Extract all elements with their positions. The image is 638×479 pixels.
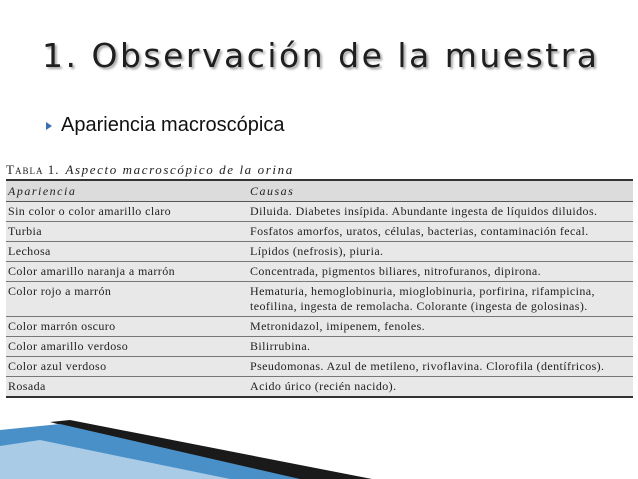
table-row [6,377,633,398]
table-row [6,357,633,377]
cell-causas: Acido úrico (recién nacido). [240,377,633,398]
cell-apariencia: Turbia [6,222,240,242]
bullet-item [46,114,284,137]
cell-apariencia: Color amarillo verdoso [6,337,240,357]
cell-causas: Bilirrubina. [240,337,633,357]
table-row [6,202,633,222]
table-figure [6,160,633,398]
swoosh-light-band [0,440,230,479]
cell-causas: Concentrada, pigmentos biliares, nitrofuranos, dipirona. [240,262,633,282]
urine-appearance-table [6,179,633,398]
bullet-text: Apariencia macroscópica [61,114,285,136]
table-row [6,262,633,282]
table-caption-text: Aspecto macroscópico de la orina [65,162,294,177]
header-causas: Causas [240,180,633,202]
cell-causas: Lípidos (nefrosis), piuria. [240,242,633,262]
swoosh-blue-band [0,424,300,479]
swoosh-dark-band [50,420,372,479]
cell-apariencia: Color marrón oscuro [6,317,240,337]
bullet-arrow-icon [46,122,52,130]
table-row [6,337,633,357]
cell-apariencia: Color azul verdoso [6,357,240,377]
cell-causas: Metronidazol, imipenem, fenoles. [240,317,633,337]
table-header-row [6,180,633,202]
cell-apariencia: Sin color o color amarillo claro [6,202,240,222]
cell-apariencia: Color rojo a marrón [6,282,240,317]
cell-causas: Pseudomonas. Azul de metileno, rivoflavina. Clorofila (dentífricos). [240,357,633,377]
table-caption [6,160,633,179]
cell-apariencia: Color amarillo naranja a marrón [6,262,240,282]
table-row [6,242,633,262]
cell-causas: Hematuria, hemoglobinuria, mioglobinuria, porfirina, rifampicina, teofilina, ingesta de remolacha. Colorante (ingesta de golosinas). [240,282,633,317]
cell-causas: Fosfatos amorfos, uratos, células, bacterias, contaminación fecal. [240,222,633,242]
table-label: Tabla 1. [6,162,60,177]
cell-apariencia: Rosada [6,377,240,398]
cell-causas: Diluida. Diabetes insípida. Abundante ingesta de líquidos diluidos. [240,202,633,222]
slide-title: 1. Observación de la muestra [42,36,600,75]
table-row [6,317,633,337]
table-row [6,222,633,242]
header-apariencia: Apariencia [6,180,240,202]
cell-apariencia: Lechosa [6,242,240,262]
table-row [6,282,633,317]
